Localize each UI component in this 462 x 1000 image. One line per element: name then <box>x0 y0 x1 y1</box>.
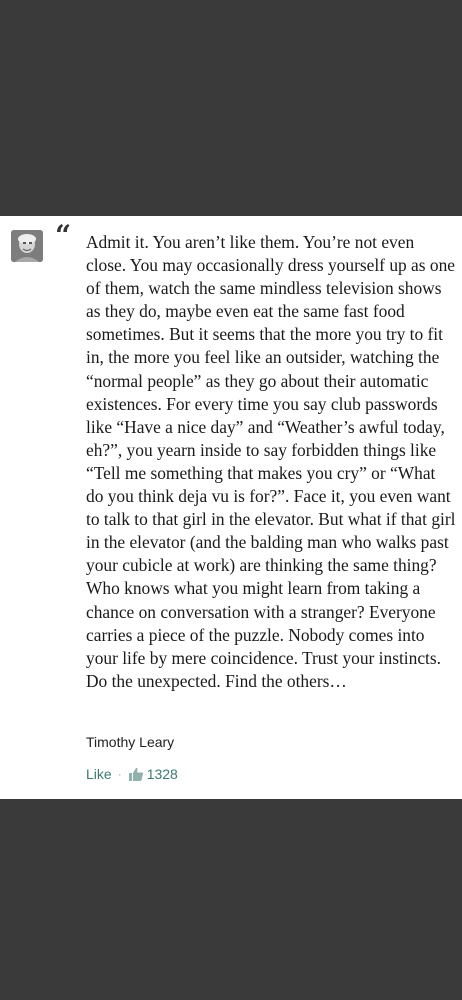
author-avatar[interactable] <box>11 230 43 262</box>
thumbs-up-icon <box>128 766 144 782</box>
separator-dot: · <box>117 767 122 781</box>
quote-card <box>0 216 462 799</box>
quote-author[interactable]: Timothy Leary <box>86 734 175 750</box>
like-count: 1328 <box>146 766 178 782</box>
quote-actions <box>86 766 178 782</box>
quote-mark-icon: “ <box>55 219 72 252</box>
like-button[interactable]: Like <box>86 766 112 782</box>
person-photo-icon <box>11 230 43 262</box>
quote-text: Admit it. You aren’t like them. You’re not even close. You may occasionally dress yourself up as one of them, watch the same mindless television shows as they do, maybe even eat the same fast food sometimes. But it seems that the more you try to fit in, the more you feel like an outsider, watching the “normal people” as they go about their automatic existences. For every time you say club passwords like “Have a nice day” and “Weather’s awful today, eh?”, you yearn inside to say forbidden things like “Tell me something that makes you cry” or “What do you think deja vu is for?”. Face it, you even want to talk to that girl in the elevator. But what if that girl in the elevator (and the balding man who walks past your cubicle at work) are thinking the same thing? Who knows what you might learn from taking a chance on conversation with a stranger? Everyone carries a piece of the puzzle. Nobody comes into your life by mere coincidence. Trust your instincts. Do the unexpected. Find the others… <box>86 232 456 691</box>
